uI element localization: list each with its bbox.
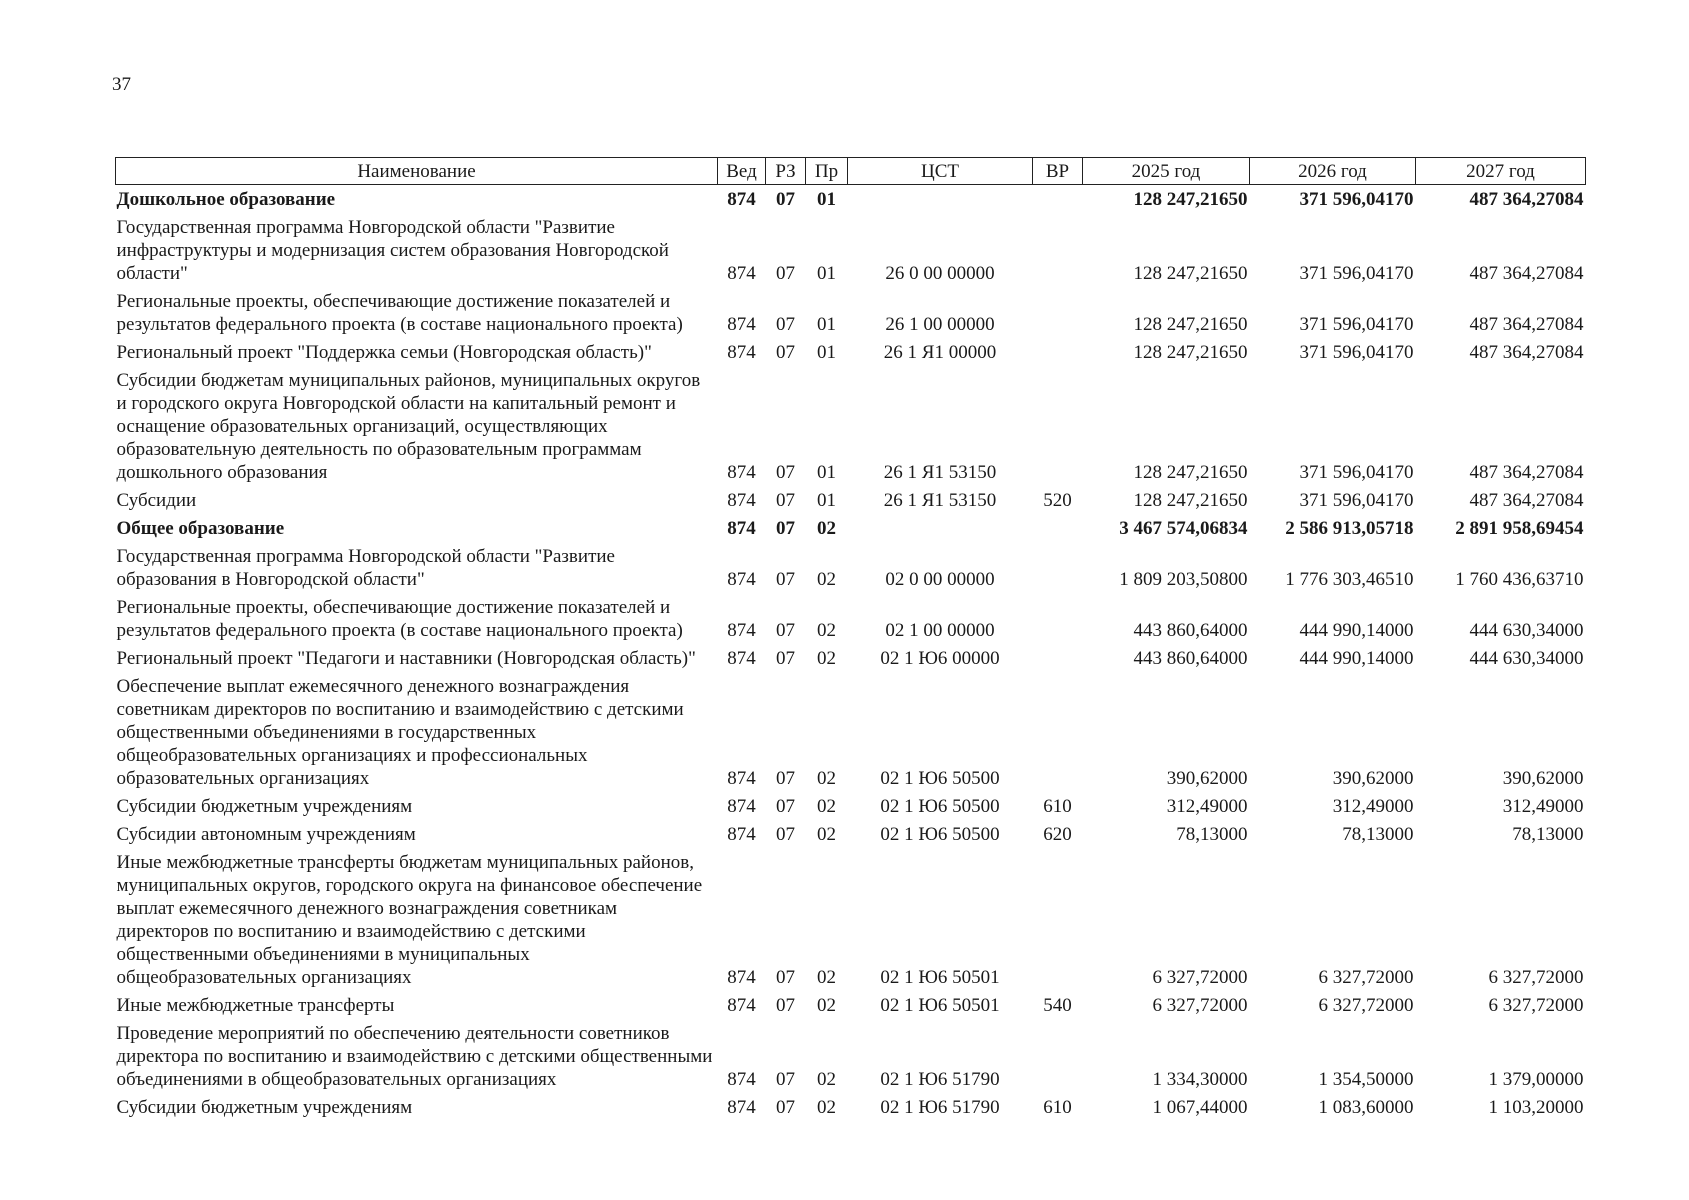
cell-2025: 1 334,30000 xyxy=(1152,1069,1248,1090)
cell-ved: 874 xyxy=(727,462,756,483)
cell-cst: 02 1 Ю6 51790 xyxy=(880,1097,1000,1118)
page-number: 37 xyxy=(112,74,131,95)
cell-ved: 874 xyxy=(727,314,756,335)
cell-2027: 78,13000 xyxy=(1512,824,1584,845)
header-2025: 2025 год xyxy=(1083,158,1250,185)
cell-name: Субсидии автономным учреждениям xyxy=(116,824,416,845)
header-2026: 2026 год xyxy=(1250,158,1416,185)
cell-name: Региональный проект "Поддержка семьи (Новгородская область)" xyxy=(116,342,652,363)
cell-2027: 390,62000 xyxy=(1502,768,1584,789)
cell-2026: 371 596,04170 xyxy=(1299,462,1414,483)
cell-2025: 6 327,72000 xyxy=(1152,967,1248,988)
cell-name: Субсидии бюджетным учреждениям xyxy=(116,1097,413,1118)
table-body xyxy=(116,185,1586,1122)
cell-name: Государственная программа Новгородской области "Развитие инфраструктуры и модернизация систем образования Новгородской области" xyxy=(116,217,669,284)
cell-2027: 487 364,27084 xyxy=(1469,189,1584,210)
cell-name: Субсидии xyxy=(116,490,197,511)
cell-vr xyxy=(1033,287,1083,338)
cell-2026: 371 596,04170 xyxy=(1299,342,1414,363)
cell-rz: 07 xyxy=(776,824,795,845)
cell-vr xyxy=(1033,672,1083,792)
cell-vr: 610 xyxy=(1043,796,1072,817)
cell-rz: 07 xyxy=(776,263,795,284)
cell-cst: 26 1 Я1 53150 xyxy=(883,490,997,511)
cell-pr: 01 xyxy=(817,189,836,210)
cell-pr: 02 xyxy=(817,796,836,817)
cell-rz: 07 xyxy=(776,490,795,511)
table-row xyxy=(116,593,1586,644)
cell-2027: 1 760 436,63710 xyxy=(1455,569,1584,590)
cell-name: Региональные проекты, обеспечивающие достижение показателей и результатов федерального проекта (в составе национального проекта) xyxy=(116,597,683,641)
cell-ved: 874 xyxy=(727,796,756,817)
cell-rz: 07 xyxy=(776,1069,795,1090)
cell-vr: 610 xyxy=(1043,1097,1072,1118)
cell-pr: 02 xyxy=(817,824,836,845)
cell-name: Иные межбюджетные трансферты xyxy=(116,995,395,1016)
cell-cst: 02 0 00 00000 xyxy=(885,569,995,590)
cell-vr xyxy=(1033,213,1083,287)
cell-2026: 371 596,04170 xyxy=(1299,189,1414,210)
cell-pr: 02 xyxy=(817,620,836,641)
cell-vr xyxy=(1033,338,1083,366)
table-row xyxy=(116,991,1586,1019)
cell-rz: 07 xyxy=(776,995,795,1016)
cell-pr: 02 xyxy=(817,648,836,669)
cell-pr: 01 xyxy=(817,263,836,284)
cell-vr xyxy=(1033,185,1083,214)
cell-pr: 02 xyxy=(817,967,836,988)
table-row xyxy=(116,185,1586,214)
cell-2025: 3 467 574,06834 xyxy=(1119,518,1248,539)
cell-cst: 02 1 Ю6 50501 xyxy=(880,967,1000,988)
cell-pr: 01 xyxy=(817,314,836,335)
cell-pr: 02 xyxy=(817,569,836,590)
cell-2025: 128 247,21650 xyxy=(1133,314,1248,335)
cell-rz: 07 xyxy=(776,189,795,210)
cell-rz: 07 xyxy=(776,796,795,817)
table-row xyxy=(116,792,1586,820)
header-pr: Пр xyxy=(806,158,848,185)
cell-name: Субсидии бюджетам муниципальных районов, муниципальных округов и городского округа Новгородской области на капитальный ремонт и оснащение образовательных организаций, осуществляющих образовательную деятельность по образовательным программам дошкольного образования xyxy=(116,370,701,483)
cell-ved: 874 xyxy=(727,263,756,284)
cell-name: Проведение мероприятий по обеспечению деятельности советников директора по воспитанию и взаимодействию с детскими общественными объединениями в общеобразовательных организациях xyxy=(116,1023,713,1090)
cell-2026: 6 327,72000 xyxy=(1318,995,1414,1016)
cell-cst xyxy=(848,185,1033,214)
cell-name: Государственная программа Новгородской области "Развитие образования в Новгородской области" xyxy=(116,546,615,590)
cell-cst: 02 1 Ю6 00000 xyxy=(880,648,1000,669)
cell-rz: 07 xyxy=(776,462,795,483)
cell-2025: 6 327,72000 xyxy=(1152,995,1248,1016)
header-name: Наименование xyxy=(116,158,718,185)
cell-ved: 874 xyxy=(727,342,756,363)
cell-pr: 01 xyxy=(817,462,836,483)
cell-2027: 2 891 958,69454 xyxy=(1455,518,1584,539)
header-ved: Вед xyxy=(718,158,766,185)
cell-2025: 128 247,21650 xyxy=(1133,189,1248,210)
cell-ved: 874 xyxy=(727,1097,756,1118)
table-row xyxy=(116,366,1586,486)
table-row xyxy=(116,338,1586,366)
cell-cst: 26 1 Я1 53150 xyxy=(883,462,997,483)
cell-pr: 02 xyxy=(817,995,836,1016)
cell-pr: 01 xyxy=(817,490,836,511)
cell-ved: 874 xyxy=(727,490,756,511)
cell-2027: 487 364,27084 xyxy=(1469,263,1584,284)
table-row xyxy=(116,287,1586,338)
cell-rz: 07 xyxy=(776,620,795,641)
cell-2027: 487 364,27084 xyxy=(1469,314,1584,335)
table-row xyxy=(116,1019,1586,1093)
cell-vr: 520 xyxy=(1043,490,1072,511)
cell-ved: 874 xyxy=(727,620,756,641)
cell-vr: 540 xyxy=(1043,995,1072,1016)
cell-vr xyxy=(1033,1019,1083,1093)
cell-pr: 02 xyxy=(817,768,836,789)
cell-pr: 02 xyxy=(817,518,836,539)
cell-ved: 874 xyxy=(727,569,756,590)
cell-2025: 128 247,21650 xyxy=(1133,263,1248,284)
cell-ved: 874 xyxy=(727,1069,756,1090)
cell-ved: 874 xyxy=(727,995,756,1016)
cell-rz: 07 xyxy=(776,569,795,590)
cell-2026: 6 327,72000 xyxy=(1318,967,1414,988)
cell-ved: 874 xyxy=(727,648,756,669)
cell-vr xyxy=(1033,542,1083,593)
cell-name: Иные межбюджетные трансферты бюджетам муниципальных районов, муниципальных округов, городского округа на финансовое обеспечение выплат ежемесячного денежного вознаграждения советникам директоров по воспитанию и взаимодействию с детскими общественными объединениями в муниципальных общеобразовательных организациях xyxy=(116,852,703,988)
cell-ved: 874 xyxy=(727,518,756,539)
cell-ved: 874 xyxy=(727,824,756,845)
cell-cst: 02 1 Ю6 50500 xyxy=(880,824,1000,845)
cell-vr: 620 xyxy=(1043,824,1072,845)
cell-2026: 444 990,14000 xyxy=(1299,648,1414,669)
cell-vr xyxy=(1033,514,1083,542)
cell-pr: 02 xyxy=(817,1097,836,1118)
cell-2026: 371 596,04170 xyxy=(1299,263,1414,284)
cell-2027: 487 364,27084 xyxy=(1469,462,1584,483)
cell-2025: 312,49000 xyxy=(1166,796,1248,817)
cell-name: Региональные проекты, обеспечивающие достижение показателей и результатов федерального проекта (в составе национального проекта) xyxy=(116,291,683,335)
cell-rz: 07 xyxy=(776,314,795,335)
header-cst: ЦСТ xyxy=(848,158,1033,185)
cell-rz: 07 xyxy=(776,1097,795,1118)
cell-2026: 371 596,04170 xyxy=(1299,314,1414,335)
cell-2026: 312,49000 xyxy=(1332,796,1414,817)
cell-2026: 390,62000 xyxy=(1332,768,1414,789)
cell-vr xyxy=(1033,366,1083,486)
table-row xyxy=(116,514,1586,542)
cell-vr xyxy=(1033,593,1083,644)
cell-cst: 02 1 Ю6 50500 xyxy=(880,796,1000,817)
cell-2027: 487 364,27084 xyxy=(1469,342,1584,363)
table-row xyxy=(116,542,1586,593)
cell-vr xyxy=(1033,644,1083,672)
cell-2026: 1 083,60000 xyxy=(1318,1097,1414,1118)
cell-rz: 07 xyxy=(776,967,795,988)
table-row xyxy=(116,486,1586,514)
cell-pr: 02 xyxy=(817,1069,836,1090)
cell-2027: 444 630,34000 xyxy=(1469,648,1584,669)
cell-cst: 26 1 Я1 00000 xyxy=(883,342,997,363)
cell-2025: 443 860,64000 xyxy=(1133,648,1248,669)
cell-2026: 444 990,14000 xyxy=(1299,620,1414,641)
table-row xyxy=(116,213,1586,287)
cell-rz: 07 xyxy=(776,648,795,669)
cell-2026: 1 776 303,46510 xyxy=(1285,569,1414,590)
cell-cst: 02 1 Ю6 51790 xyxy=(880,1069,1000,1090)
cell-2027: 444 630,34000 xyxy=(1469,620,1584,641)
cell-2027: 487 364,27084 xyxy=(1469,490,1584,511)
table-row xyxy=(116,848,1586,991)
cell-rz: 07 xyxy=(776,342,795,363)
cell-rz: 07 xyxy=(776,768,795,789)
cell-ved: 874 xyxy=(727,967,756,988)
cell-vr xyxy=(1033,848,1083,991)
cell-rz: 07 xyxy=(776,518,795,539)
cell-2025: 128 247,21650 xyxy=(1133,342,1248,363)
cell-2025: 1 067,44000 xyxy=(1152,1097,1248,1118)
cell-ved: 874 xyxy=(727,189,756,210)
cell-2027: 1 379,00000 xyxy=(1488,1069,1584,1090)
header-vr: ВР xyxy=(1033,158,1083,185)
cell-cst: 26 1 00 00000 xyxy=(885,314,995,335)
cell-2025: 128 247,21650 xyxy=(1133,462,1248,483)
table-header-row xyxy=(116,158,1586,185)
cell-cst xyxy=(848,514,1033,542)
cell-cst: 02 1 Ю6 50500 xyxy=(880,768,1000,789)
cell-2027: 6 327,72000 xyxy=(1488,967,1584,988)
table-row xyxy=(116,672,1586,792)
cell-2026: 371 596,04170 xyxy=(1299,490,1414,511)
cell-ved: 874 xyxy=(727,768,756,789)
table-row xyxy=(116,644,1586,672)
cell-name: Общее образование xyxy=(116,518,285,539)
cell-2026: 1 354,50000 xyxy=(1318,1069,1414,1090)
cell-2027: 312,49000 xyxy=(1502,796,1584,817)
cell-2025: 390,62000 xyxy=(1166,768,1248,789)
cell-cst: 02 1 00 00000 xyxy=(885,620,995,641)
cell-2025: 78,13000 xyxy=(1176,824,1248,845)
cell-name: Региональный проект "Педагоги и наставники (Новгородская область)" xyxy=(116,648,696,669)
cell-2025: 128 247,21650 xyxy=(1133,490,1248,511)
cell-name: Обеспечение выплат ежемесячного денежного вознаграждения советникам директоров по воспитанию и взаимодействию с детскими общественными объединениями в государственных общеобразовательных организациях и профессиональных образовательных организациях xyxy=(116,676,684,789)
cell-cst: 02 1 Ю6 50501 xyxy=(880,995,1000,1016)
cell-2027: 1 103,20000 xyxy=(1488,1097,1584,1118)
budget-table xyxy=(115,157,1586,1121)
header-rz: РЗ xyxy=(766,158,806,185)
cell-2027: 6 327,72000 xyxy=(1488,995,1584,1016)
cell-name: Дошкольное образование xyxy=(116,189,336,210)
table-row xyxy=(116,820,1586,848)
cell-2026: 2 586 913,05718 xyxy=(1285,518,1414,539)
header-2027: 2027 год xyxy=(1416,158,1586,185)
cell-2025: 1 809 203,50800 xyxy=(1119,569,1248,590)
cell-pr: 01 xyxy=(817,342,836,363)
cell-cst: 26 0 00 00000 xyxy=(885,263,995,284)
cell-name: Субсидии бюджетным учреждениям xyxy=(116,796,413,817)
cell-2025: 443 860,64000 xyxy=(1133,620,1248,641)
cell-2026: 78,13000 xyxy=(1342,824,1414,845)
table-row xyxy=(116,1093,1586,1121)
